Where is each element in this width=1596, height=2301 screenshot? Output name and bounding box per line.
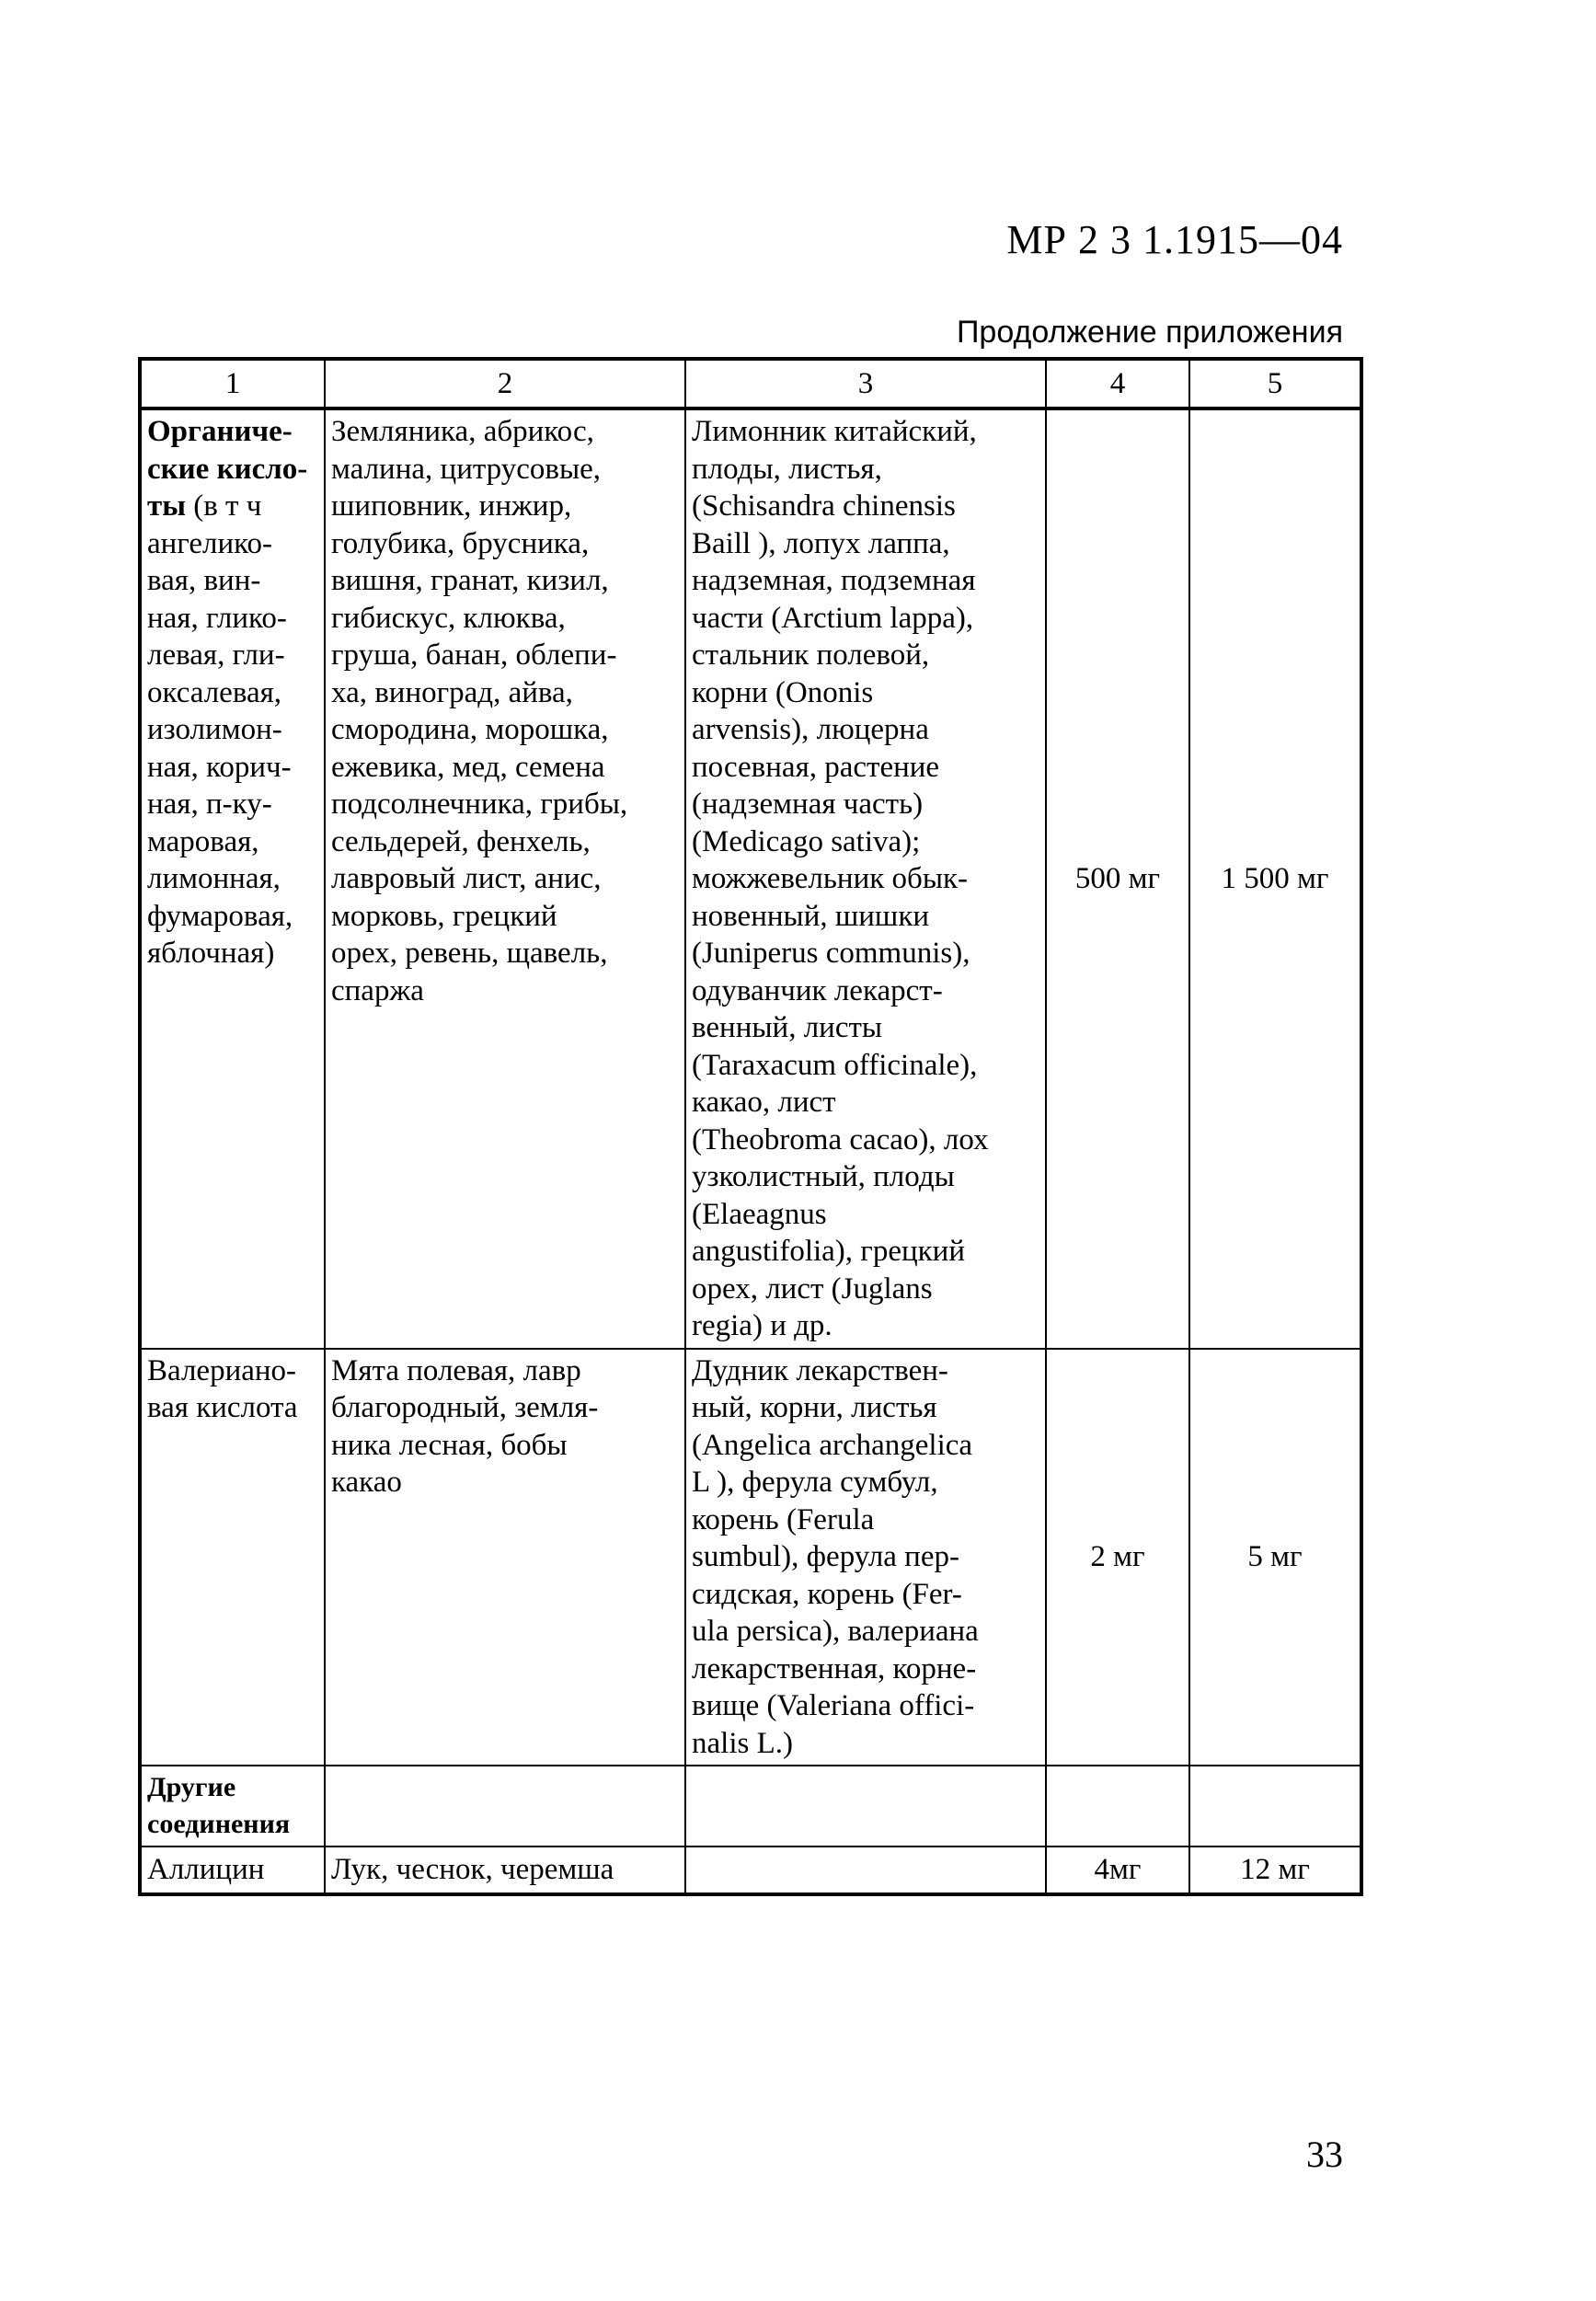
food-sources-cell: Мята полевая, лавр благородный, земля- ника лесная, бобы какао [325, 1349, 685, 1766]
upper-limit-cell: 1 500 мг [1189, 408, 1361, 1349]
column-header-5: 5 [1189, 359, 1361, 408]
upper-limit-cell: 12 мг [1189, 1847, 1361, 1894]
table-row-valeric-acid [140, 1349, 1361, 1766]
table-row-other-compounds [140, 1766, 1361, 1847]
document-code: МР 2 3 1.1915—04 [1006, 217, 1343, 262]
plant-sources-cell: Лимонник китайский, плоды, листья, (Schisandra chinensis Baill ), лопух лаппа, надземная, подземная части (Arctium lappa), стальник полевой, корни (Ononis arvensis), люцерна посевная, растение (надземная часть) (Medicago sativa); можжевельник обык- новенный, шишки (Juniperus communis), одуванчик лекарст- венный, листы (Taraxacum officinale), какао, лист (Theobroma cacao), лох узколистный, плоды (Elaeagnus angustifolia), грецкий орех, лист (Juglans regia) и др. [685, 408, 1046, 1349]
compound-cell [140, 408, 325, 1349]
appendix-table [138, 357, 1363, 1896]
adequate-intake-cell: 4мг [1046, 1847, 1189, 1894]
empty-cell [325, 1766, 685, 1847]
column-header-2: 2 [325, 359, 685, 408]
empty-cell [685, 1766, 1046, 1847]
food-sources-cell: Лук, чеснок, черемша [325, 1847, 685, 1894]
compound-cell: Аллицин [140, 1847, 325, 1894]
column-header-4: 4 [1046, 359, 1189, 408]
adequate-intake-cell: 500 мг [1046, 408, 1189, 1349]
column-header-1: 1 [140, 359, 325, 408]
compound-group-title: Органиче- ские кисло- ты [147, 415, 308, 523]
food-sources-cell: Земляника, абрикос, малина, цитрусовые, шиповник, инжир, голубика, брусника, вишня, гранат, кизил, гибискус, клюква, груша, банан, облепи- ха, виноград, айва, смородина, морошка, ежевика, мед, семена подсолнечника, грибы, сельдерей, фенхель, лавровый лист, анис, морковь, грецкий орех, ревень, щавель, спаржа [325, 408, 685, 1349]
upper-limit-cell: 5 мг [1189, 1349, 1361, 1766]
empty-cell [1046, 1766, 1189, 1847]
compound-cell: Валериано- вая кислота [140, 1349, 325, 1766]
column-header-3: 3 [685, 359, 1046, 408]
section-heading-cell: Другие соединения [140, 1766, 325, 1847]
compound-group-details: (в т ч ангелико- вая, вин- ная, глико- левая, гли- оксалевая, изолимон- ная, корич- ная, п-ку- маровая, лимонная, фумаровая, яблочная) [147, 489, 293, 970]
plant-sources-cell: Дудник лекарствен- ный, корни, листья (Angelica archangelica L ), ферула сумбул, корень (Ferula sumbul), ферула пер- сидская, корень (Fer- ula persica), валериана лекарственная, корне- вище (Valeriana offici- nalis L.) [685, 1349, 1046, 1766]
adequate-intake-cell: 2 мг [1046, 1349, 1189, 1766]
page-number: 33 [1306, 2134, 1343, 2175]
empty-cell [1189, 1766, 1361, 1847]
table-header-row [140, 359, 1361, 408]
table-row-allicin [140, 1847, 1361, 1894]
plant-sources-cell [685, 1847, 1046, 1894]
continuation-caption: Продолжение приложения [956, 315, 1343, 350]
table-row-organic-acids [140, 408, 1361, 1349]
